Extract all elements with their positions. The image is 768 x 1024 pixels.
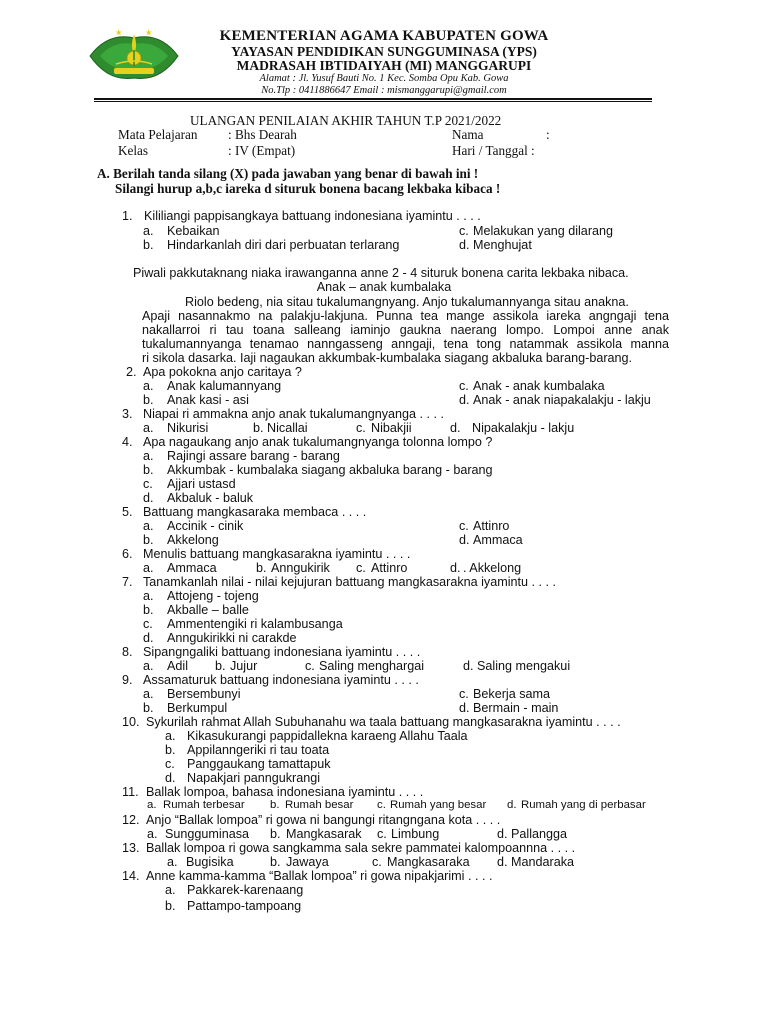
option-letter: d. [450,561,461,575]
option-letter: d. [450,421,461,435]
class-value: : IV (Empat) [228,143,296,158]
question-number: 4. [122,435,133,449]
q11-option-d[interactable]: Rumah yang di perbasar [521,799,646,811]
q12-option-b[interactable]: Mangkasarak [286,827,362,841]
question-14-text: Anne kamma-kamma “Ballak lompoa” ri gowa nipakjarimi . . . . [146,869,493,883]
option-letter: d. [143,491,154,505]
q1-option-a[interactable]: Kebaikan [167,224,220,238]
header-rule-thick [94,98,652,100]
q2-option-c[interactable]: Anak - anak kumbalaka [473,379,605,393]
question-5-text: Battuang mangkasaraka membaca . . . . [143,505,367,519]
header-school: MADRASAH IBTIDAIYAH (MI) MANGGARUPI [236,58,532,73]
q5-option-b[interactable]: Akkelong [167,533,219,547]
question-13-text: Ballak lompoa ri gowa sangkamma sala sekre pammatei kalompoannna . . . . [146,841,576,855]
option-letter: c. [143,477,153,491]
q7-option-b[interactable]: Akballe – balle [167,603,249,617]
q8-option-b[interactable]: Jujur [230,659,258,673]
option-letter: a. [165,729,176,743]
question-6-text: Menulis battuang mangkasarakna iyamintu . . . . [143,547,411,561]
option-letter: d. [497,827,508,841]
q9-option-d[interactable]: Bermain - main [473,701,559,715]
q6-option-a[interactable]: Ammaca [167,561,217,575]
option-letter: c. [377,827,387,841]
question-number: 13. [122,841,140,855]
question-number: 14. [122,869,140,883]
q14-option-b[interactable]: Pattampo-tampoang [187,899,302,913]
option-letter: d. [463,659,474,673]
passage-instruction: Piwali pakkutaknang niaka irawanganna anne 2 - 4 situruk bonena carita lekbaka nibaca. [133,266,629,280]
option-letter: b. [270,799,280,811]
option-letter: a. [147,799,157,811]
question-number: 12. [122,813,140,827]
option-letter: c. [305,659,315,673]
q4-option-b[interactable]: Akkumbak - kumbalaka siagang akbaluka barang - barang [167,463,493,477]
option-letter: b. [143,463,154,477]
option-letter: b. [165,743,176,757]
q13-option-d[interactable]: Mandaraka [511,855,575,869]
option-letter: a. [143,519,154,533]
q8-option-d[interactable]: Saling mengakui [477,659,571,673]
passage-line: Apaji nasannakmo na palakju-lakjuna. Punna tea mange assikola iareka angngaji tena [142,309,669,323]
q9-option-c[interactable]: Bekerja sama [473,687,550,701]
header-ministry: KEMENTERIAN AGAMA KABUPATEN GOWA [219,28,549,44]
class-label: Kelas [118,143,149,158]
question-number: 8. [122,645,133,659]
q1-option-b[interactable]: Hindarkanlah diri dari perbuatan terlarang [167,238,400,252]
option-letter: c. [165,757,175,771]
q3-option-b[interactable]: Nicallai [267,421,308,435]
name-label: Nama [452,127,484,142]
q3-option-a[interactable]: Nikurisi [167,421,209,435]
name-field[interactable]: : [546,127,550,142]
question-number: 1. [122,209,133,223]
q6-option-d[interactable]: . Akkelong [463,561,522,575]
option-letter: a. [147,827,158,841]
option-letter: b. [165,899,176,913]
q12-option-d[interactable]: Pallangga [511,827,568,841]
q10-option-a[interactable]: Kikasukurangi pappidallekna karaeng Allahu Taala [187,729,468,743]
q12-option-a[interactable]: Sungguminasa [165,827,250,841]
q11-option-b[interactable]: Rumah besar [285,799,354,811]
section-a-instruction: A. Berilah tanda silang (X) pada jawaban yang benar di bawah ini ! [97,166,479,181]
q4-option-a[interactable]: Rajingi assare barang - barang [167,449,340,463]
question-12-text: Anjo “Ballak lompoa” ri gowa ni bangungi ritangngana kota . . . . [146,813,501,827]
question-3-text: Niapai ri ammakna anjo anak tukalumangnyanga . . . . [143,407,445,421]
q8-option-c[interactable]: Saling menghargai [319,659,425,673]
question-number: 2. [126,365,137,379]
q14-option-a[interactable]: Pakkarek-karenaang [187,883,304,897]
option-letter: b. [256,561,267,575]
option-letter: c. [372,855,382,869]
passage-line: tukalumannyanga tenamao nanngasseng anngaji, tena tong natammak assikola manna [142,337,669,351]
q11-option-a[interactable]: Rumah terbesar [163,799,245,811]
option-letter: c. [459,224,469,238]
option-letter: c. [459,379,469,393]
header-foundation: YAYASAN PENDIDIKAN SUNGGUMINASA (YPS) [231,44,537,59]
q4-option-d[interactable]: Akbaluk - baluk [167,491,254,505]
q3-option-c[interactable]: Nibakjii [371,421,412,435]
option-letter: d. [165,771,176,785]
option-letter: c. [143,617,153,631]
option-letter: b. [143,533,154,547]
q7-option-a[interactable]: Attojeng - tojeng [167,589,259,603]
q5-option-d[interactable]: Ammaca [473,533,523,547]
header-address: Alamat : Jl. Yusuf Bauti No. 1 Kec. Somba Opu Kab. Gowa [259,73,509,84]
q6-option-c[interactable]: Attinro [371,561,408,575]
q3-option-d[interactable]: Nipakalakju - lakju [472,421,575,435]
q9-option-a[interactable]: Bersembunyi [167,687,241,701]
question-7-text: Tanamkanlah nilai - nilai kejujuran battuang mangkasarakna iyamintu . . . . [143,575,557,589]
option-letter: d. [497,855,508,869]
q10-option-b[interactable]: Appilanngeriki ri tau toata [187,743,330,757]
q13-option-c[interactable]: Mangkasaraka [387,855,470,869]
q2-option-b[interactable]: Anak kasi - asi [167,393,249,407]
question-number: 7. [122,575,133,589]
question-number: 5. [122,505,133,519]
option-letter: b. [215,659,226,673]
subject-label: Mata Pelajaran [118,127,198,142]
option-letter: a. [167,855,178,869]
section-a-instruction-local: Silangi hurup a,b,c iareka d situruk bonena bacang lekbaka kibaca ! [115,181,501,196]
passage-title: Anak – anak kumbalaka [316,280,452,294]
q1-option-d[interactable]: Menghujat [473,238,532,252]
option-letter: c. [459,687,469,701]
question-9-text: Assamaturuk battuang indonesiana iyamintu . . . . [143,673,419,687]
option-letter: a. [143,561,154,575]
question-8-text: Sipangngaliki battuang indonesiana iyamintu . . . . [143,645,421,659]
passage-line: nakallarroi ri tau toana salleang iaminjo gaukna naerang lompo. Lompoi anne anak [142,323,669,337]
option-letter: c. [459,519,469,533]
header-rule-thin [94,101,652,102]
q10-option-d[interactable]: Napakjari panngukrangi [187,771,321,785]
question-2-text: Apa pokokna anjo caritaya ? [143,365,302,379]
question-number: 6. [122,547,133,561]
option-letter: d. [143,631,154,645]
passage-line: Riolo bedeng, nia sitau tukalumangnyang. Anjo tukalumannyanga sitau anakna. [185,295,629,309]
option-letter: c. [377,799,386,811]
option-letter: c. [356,421,366,435]
option-letter: d. [459,701,470,715]
option-letter: a. [143,589,154,603]
option-letter: a. [143,379,154,393]
exam-title: ULANGAN PENILAIAN AKHIR TAHUN T.P 2021/2022 [190,113,502,128]
q6-option-b[interactable]: Anngukirik [271,561,330,575]
q1-option-c[interactable]: Melakukan yang dilarang [473,224,614,238]
q2-option-a[interactable]: Anak kalumannyang [167,379,282,393]
question-10-text: Sykurilah rahmat Allah Subuhanahu wa taala battuang mangkasarakna iyamintu . . . . [146,715,621,729]
option-letter: b. [270,827,281,841]
option-letter: b. [143,701,154,715]
q5-option-c[interactable]: Attinro [473,519,510,533]
option-letter: a. [143,224,154,238]
passage-line: ri sikola dasarka. Iaji nagaukan akkumbak-kumbalaka siagang akbaluka barang-barang. [142,351,633,365]
q11-option-c[interactable]: Rumah yang besar [390,799,487,811]
q7-option-c[interactable]: Ammentengiki ri kalambusanga [167,617,343,631]
option-letter: a. [143,449,154,463]
option-letter: b. [270,855,281,869]
question-4-text: Apa nagaukang anjo anak tukalumangnyanga tolonna lompo ? [143,435,493,449]
subject-value: : Bhs Dearah [228,127,297,142]
option-letter: a. [143,659,154,673]
q2-option-d[interactable]: Anak - anak niapakalakju - lakju [473,393,651,407]
option-letter: b. [143,238,154,252]
option-letter: b. [143,393,154,407]
q9-option-b[interactable]: Berkumpul [167,701,228,715]
option-letter: d. [459,533,470,547]
question-number: 9. [122,673,133,687]
header-contact: No.Tlp : 0411886647 Email : mismanggarupi@gmail.com [261,85,507,96]
option-letter: a. [165,883,176,897]
option-letter: d. [459,238,470,252]
question-1-text: Kililiangi pappisangkaya battuang indonesiana iyamintu . . . . [144,209,481,223]
option-letter: b. [253,421,264,435]
q4-option-c[interactable]: Ajjari ustasd [167,477,236,491]
q8-option-a[interactable]: Adil [167,659,188,673]
q13-option-b[interactable]: Jawaya [286,855,329,869]
q12-option-c[interactable]: Limbung [391,827,440,841]
question-number: 11. [122,785,139,799]
option-letter: b. [143,603,154,617]
question-number: 10. [122,715,140,729]
q5-option-a[interactable]: Accinik - cinik [167,519,244,533]
day-date-field[interactable]: Hari / Tanggal : [452,143,535,158]
q10-option-c[interactable]: Panggaukang tamattapuk [187,757,331,771]
question-11-text: Ballak lompoa, bahasa indonesiana iyamintu . . . . [146,785,424,799]
q7-option-d[interactable]: Anngukirikki ni carakde [167,631,297,645]
q13-option-a[interactable]: Bugisika [186,855,234,869]
question-number: 3. [122,407,133,421]
option-letter: d. [459,393,470,407]
option-letter: c. [356,561,366,575]
option-letter: a. [143,687,154,701]
option-letter: a. [143,421,154,435]
option-letter: d. [507,799,517,811]
